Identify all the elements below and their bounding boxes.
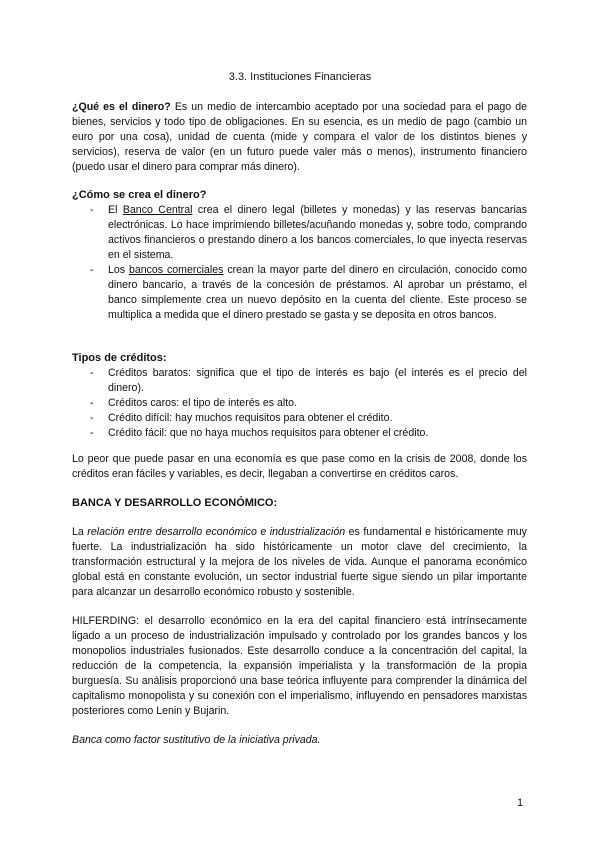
list-item [72,263,527,323]
heading-como-se-crea: ¿Cómo se crea el dinero? [72,189,207,201]
item-text: Crédito difícil: hay muchos requisitos para obtener el crédito. [108,412,393,424]
dash-bullet: - [90,412,94,424]
list-creacion-dinero [72,203,527,323]
relacion-rest: es fundamental e históricamente muy fuerte. La industrialización ha sido históricamente un motor clave del crecimiento, la transformación estructural y la mejora de los niveles de vida. Aunque el panorama económico global está en constante evolución, un sector industrial fuerte sigue siendo un pilar importante para alcanzar un desarrollo económico robusto y sostenible. [72,526,527,598]
bancos-comerciales-link: bancos comerciales [128,264,224,276]
heading-banca-desarrollo: BANCA Y DESARROLLO ECONÓMICO: [72,497,278,509]
list-item [72,366,527,396]
item-prefix: Los [108,264,129,276]
list-item [72,426,527,441]
page-title: 3.3. Instituciones Financieras [228,71,372,83]
item-text: crean la mayor parte del dinero en circulación, conocido como dinero bancario, a través de la concesión de préstamos. Al aprobar un préstamo, el banco simplemente crea un nuevo depósito en la cuenta del cliente. Este proceso se multiplica a medida que el dinero prestado se gasta y se deposita en otros bancos. [108,264,527,321]
paragraph-hilferding: HILFERDING: el desarrollo económico en la era del capital financiero está intrínsecamente ligado a un proceso de industrialización impulsado y controlado por los grandes bancos y los monopolios industriales fusionados. Este desarrollo conduce a la concentración del capital, la reducción de la competencia, la expansión imperialista y la transformación de la propia burguesía. Su análisis proporcionó una base teórica influyente para comprender la dinámica del capitalismo monopolista y su conexión con el imperialismo, influyendo en pensadores marxistas posteriores como Lenin y Bujarin. [72,615,527,717]
paragraph-crisis: Lo peor que puede pasar en una economía es que pase como en la crisis de 2008, donde los créditos eran fáciles y variables, es decir, llegaban a convertirse en créditos caros. [72,453,527,480]
list-item [72,203,527,263]
heading-tipos-creditos: Tipos de créditos: [72,352,167,364]
item-text: crea el dinero legal (billetes y monedas) y las reservas bancarias electrónicas. Lo hace imprimiendo billetes/acuñando monedas y, sobre todo, comprando activos financieros o prestando dinero a los bancos comerciales, lo que inyecta reservas en el sistema. [108,204,527,261]
relacion-prefix: La [72,526,88,538]
banco-central-link: Banco Central [122,204,193,216]
answer-que-es-dinero: Es un medio de intercambio aceptado por una sociedad para el pago de bienes, servicios y todo tipo de obligaciones. En su esencia, es un medio de pago (cambio un euro por una cosa), unidad de cuenta (mide y compara el valor de los distintos bienes y servicios), reserva de valor (en un futuro puede valer más o menos), instrumento financiero (puedo usar el dinero para comprar más dinero). [72,101,527,173]
item-text: Créditos caros: el tipo de interés es alto. [108,397,298,409]
item-text: Crédito fácil: que no haya muchos requisitos para obtener el crédito. [108,427,429,439]
dash-bullet: - [90,264,94,276]
list-item [72,396,527,411]
paragraph-que-es-dinero [72,100,527,175]
page-number: 1 [517,797,524,809]
relacion-italic: relación entre desarrollo económico e industrialización [87,526,346,538]
list-tipos-creditos [72,366,527,441]
dash-bullet: - [90,427,94,439]
subheading-banca-factor: Banca como factor sustitutivo de la iniciativa privada. [72,734,321,746]
paragraph-relacion [72,525,527,600]
dash-bullet: - [90,367,94,379]
question-que-es-dinero: ¿Qué es el dinero? [72,101,171,113]
item-text: Créditos baratos: significa que el tipo de interés es bajo (el interés es el precio del dinero). [108,367,527,394]
item-prefix: El [108,204,123,216]
list-item [72,411,527,426]
dash-bullet: - [90,204,94,216]
dash-bullet: - [90,397,94,409]
